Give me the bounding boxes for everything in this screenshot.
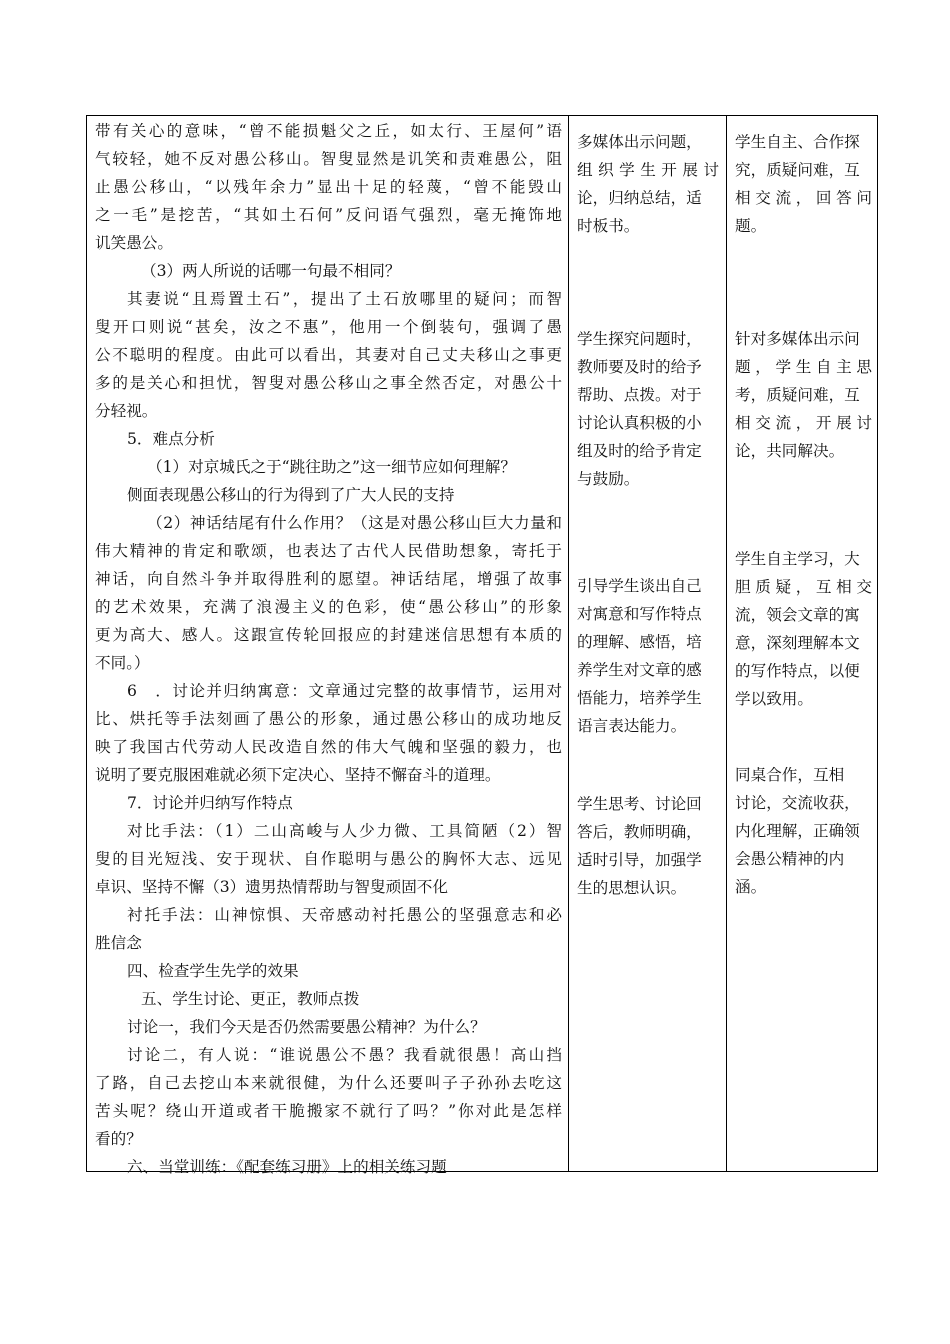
teacher-activity-line: 帮助、点拨。对于 — [577, 386, 702, 404]
content-line: 止愚公移山，“以残年余力”显出十足的轻蔑，“曾不能毁山 — [95, 178, 562, 196]
teacher-activity-line: 养学生对文章的感 — [577, 661, 702, 679]
teacher-activity-line: 学生探究问题时， — [577, 330, 702, 348]
student-activity-line: 内化理解，正确领 — [735, 822, 860, 840]
student-activity-line: 学生自主、合作探 — [735, 133, 860, 151]
content-line: 叟开口则说“甚矣，汝之不惠”，他用一个倒装句，强调了愚 — [95, 318, 562, 336]
content-line: （2）神话结尾有什么作用？（这是对愚公移山巨大力量和 — [147, 514, 562, 532]
teacher-activity-line: 时板书。 — [577, 217, 640, 235]
content-line: 讨论二，有人说：“谁说愚公不愚？我看就很愚！高山挡 — [127, 1046, 562, 1064]
content-line: 胜信念 — [95, 934, 142, 952]
teacher-activity-line: 学生思考、讨论回 — [577, 795, 702, 813]
teacher-activity-line: 对寓意和写作特点 — [577, 605, 702, 623]
student-activity-line: 同桌合作，互相 — [735, 766, 845, 784]
content-line: 带有关心的意味，“曾不能损魁父之丘，如太行、王屋何”语 — [95, 122, 562, 140]
teacher-activity-line: 讨论认真积极的小 — [577, 414, 702, 432]
content-line: 5．难点分析 — [127, 430, 215, 448]
content-line: 看的？ — [95, 1130, 142, 1148]
content-line: 映了我国古代劳动人民改造自然的伟大气魄和坚强的毅力，也 — [95, 738, 562, 756]
content-line: 衬托手法：山神惊惧、天帝感动衬托愚公的坚强意志和必 — [127, 906, 562, 924]
content-line: 侧面表现愚公移山的行为得到了广大人民的支持 — [127, 486, 455, 504]
student-activity-line: 相交流，开展讨 — [735, 414, 872, 432]
content-line: 神话，向自然斗争并取得胜利的愿望。神话结尾，增强了故事 — [95, 570, 562, 588]
teacher-activity-line: 多媒体出示问题， — [577, 133, 702, 151]
teacher-activity-line: 的理解、感悟，培 — [577, 633, 702, 651]
teacher-activity-line: 组织学生开展讨 — [577, 161, 719, 179]
student-activity-line: 流，领会文章的寓 — [735, 606, 860, 624]
student-activity-line: 相交流，回答问 — [735, 189, 872, 207]
student-activity-block — [735, 325, 872, 465]
content-line: 气较轻，她不反对愚公移山。智叟显然是讥笑和责难愚公，阻 — [95, 150, 562, 168]
content-line: 五、学生讨论、更正，教师点拨 — [141, 990, 360, 1008]
content-line: （3）两人所说的话哪一句最不相同？ — [141, 262, 401, 280]
content-line: 苦头呢？绕山开道或者干脆搬家不就行了吗？”你对此是怎样 — [95, 1102, 562, 1120]
content-line: 伟大精神的肯定和歌颂，也表达了古代人民借助想象，寄托于 — [95, 542, 562, 560]
student-activity-line: 题，学生自主思 — [735, 358, 872, 376]
teacher-activity-line: 生的思想认识。 — [577, 879, 687, 897]
teacher-activity-line: 语言表达能力。 — [577, 717, 687, 735]
content-line: 讨论一，我们今天是否仍然需要愚公精神？为什么？ — [127, 1018, 486, 1036]
content-line: 分轻视。 — [95, 402, 158, 420]
student-activity-line: 会愚公精神的内 — [735, 850, 845, 868]
student-activity-block — [735, 128, 872, 240]
student-activity-block — [735, 761, 872, 901]
student-activity-line: 针对多媒体出示问 — [735, 330, 860, 348]
student-activity-line: 的写作特点，以便 — [735, 662, 860, 680]
teacher-activity-block — [577, 325, 719, 493]
content-line: 叟的目光短浅、安于现状、自作聪明与愚公的胸怀大志、远见 — [95, 850, 562, 868]
teacher-activity-block — [577, 790, 719, 902]
student-activity-line: 讨论，交流收获， — [735, 794, 860, 812]
teacher-activity-line: 答后，教师明确， — [577, 823, 702, 841]
content-line: 其妻说“且焉置土石”，提出了土石放哪里的疑问；而智 — [127, 290, 562, 308]
teacher-activity-line: 引导学生谈出自己 — [577, 577, 702, 595]
student-activity-line: 究，质疑问难，互 — [735, 161, 860, 179]
teacher-activity-line: 论，归纳总结，适 — [577, 189, 702, 207]
content-line: 四、检查学生先学的效果 — [127, 962, 299, 980]
content-line: 对比手法：（1）二山高峻与人少力微、工具简陋（2）智 — [127, 822, 562, 840]
student-activity-column — [726, 116, 879, 1171]
student-activity-line: 题。 — [735, 217, 767, 235]
content-line: （1）对京城氏之于“跳往助之”这一细节应如何理解？ — [147, 458, 516, 476]
student-activity-line: 考，质疑问难，互 — [735, 386, 860, 404]
teacher-activity-column — [568, 116, 726, 1171]
lesson-plan-table — [86, 115, 878, 1176]
teacher-activity-line: 适时引导，加强学 — [577, 851, 702, 869]
student-activity-line: 意，深刻理解本文 — [735, 634, 860, 652]
student-activity-line: 学以致用。 — [735, 690, 813, 708]
student-activity-line: 论，共同解决。 — [735, 442, 845, 460]
teacher-activity-line: 与鼓励。 — [577, 470, 640, 488]
teacher-activity-line: 悟能力，培养学生 — [577, 689, 702, 707]
content-line: 六、当堂训练：《配套练习册》上的相关练习题 — [127, 1158, 447, 1176]
student-activity-line: 胆质疑，互相交 — [735, 578, 872, 596]
teacher-activity-block — [577, 572, 719, 740]
content-line: 之一毛”是挖苦，“其如土石何”反问语气强烈，毫无掩饰地 — [95, 206, 562, 224]
content-line: 比、烘托等手法刻画了愚公的形象，通过愚公移山的成功地反 — [95, 710, 562, 728]
content-line: 了路，自己去挖山本来就很健，为什么还要叫子子孙孙去吃这 — [95, 1074, 562, 1092]
content-line: 卓识、坚持不懈（3）遗男热情帮助与智叟顽固不化 — [95, 878, 448, 896]
content-line: 多的是关心和担忧，智叟对愚公移山之事全然否定，对愚公十 — [95, 374, 562, 392]
content-line: 公不聪明的程度。由此可以看出，其妻对自己丈夫移山之事更 — [95, 346, 562, 364]
teacher-activity-line: 组及时的给予肯定 — [577, 442, 702, 460]
student-activity-block — [735, 545, 872, 713]
content-line: 的艺术效果，充满了浪漫主义的色彩，使“愚公移山”的形象 — [95, 598, 562, 616]
content-line: 6 ．讨论并归纳寓意：文章通过完整的故事情节，运用对 — [127, 682, 562, 700]
content-line: 讥笑愚公。 — [95, 234, 173, 252]
content-line: 7．讨论并归纳写作特点 — [127, 794, 293, 812]
teacher-activity-block — [577, 128, 719, 240]
teacher-activity-line: 教师要及时的给予 — [577, 358, 702, 376]
content-line: 不同。） — [95, 654, 150, 672]
student-activity-line: 学生自主学习，大 — [735, 550, 860, 568]
content-line: 更为高大、感人。这跟宣传轮回报应的封建迷信思想有本质的 — [95, 626, 562, 644]
content-line: 说明了要克服困难就必须下定决心、坚持不懈奋斗的道理。 — [95, 766, 501, 784]
teaching-content-column — [87, 116, 568, 1181]
student-activity-line: 涵。 — [735, 878, 767, 896]
